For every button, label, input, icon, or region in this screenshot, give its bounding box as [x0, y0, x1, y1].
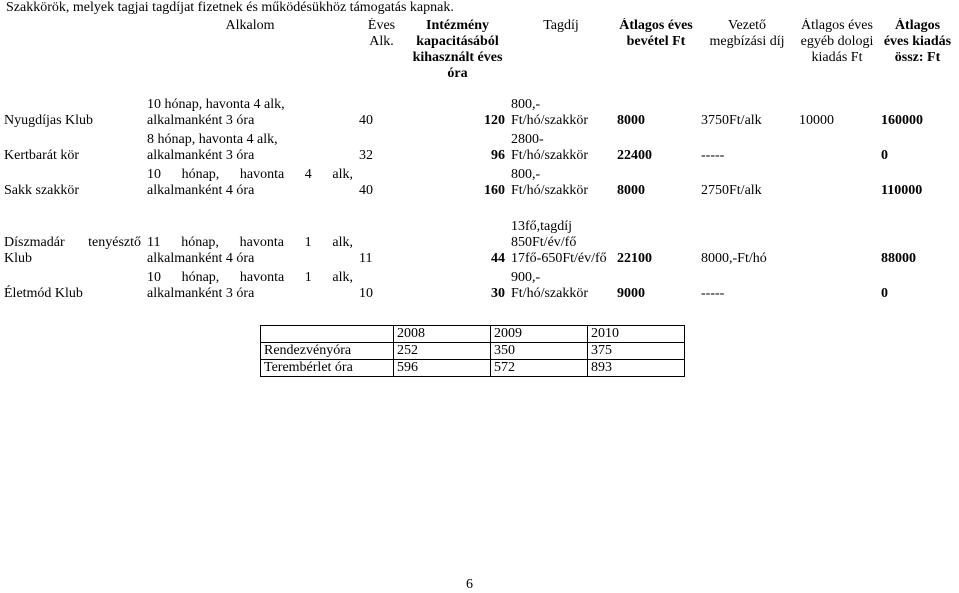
club-vezeto: 8000,-Ft/hó: [701, 251, 767, 266]
club-alkalom: 11 hónap, havonta 1 alk, alkalmanként 4 óra: [147, 235, 353, 266]
header-bevetel: Átlagos éves bevétel Ft: [619, 18, 693, 49]
stats-year: 2008: [394, 326, 491, 343]
club-ora: 160: [484, 183, 505, 198]
club-tagdij: 800,- Ft/hó/szakkör: [511, 97, 588, 128]
club-eves-alk: 10: [359, 286, 373, 301]
club-name: Sakk szakkör: [4, 183, 80, 198]
club-tagdij: 800,- Ft/hó/szakkör: [511, 167, 588, 198]
club-ora: 44: [491, 251, 505, 266]
club-ora: 30: [491, 286, 505, 301]
club-bevetel: 8000: [617, 183, 645, 198]
club-name: Kertbarát kör: [4, 148, 80, 163]
club-egyeb: [796, 129, 878, 164]
page-title: Szakkörök, melyek tagjai tagdíjat fizetnek és működésükhöz támogatás kapnak.: [6, 0, 454, 15]
stats-value: 596: [394, 360, 491, 377]
header-eves-alk: Éves Alk.: [367, 18, 396, 49]
club-name: Díszmadár tenyésztő Klub: [4, 235, 141, 266]
header-intezmeny: Intézmény kapacitásából kihasznált éves óra: [412, 18, 503, 81]
stats-table: [260, 325, 685, 377]
stats-corner-cell: [261, 326, 394, 343]
club-tagdij: 13fő,tagdíj 850Ft/év/fő 17fő-650Ft/év/fő: [511, 219, 607, 266]
club-eves-alk: 40: [359, 183, 373, 198]
stats-label: Rendezvényóra: [261, 343, 394, 360]
stats-value: 572: [491, 360, 588, 377]
stats-row: [261, 343, 685, 360]
table-header-row: [1, 18, 957, 94]
club-name: Életmód Klub: [4, 286, 83, 301]
club-alkalom: 10 hónap, havonta 1 alk, alkalmanként 3 óra: [147, 270, 353, 301]
stats-year: 2010: [588, 326, 685, 343]
club-egyeb: [796, 199, 878, 267]
club-kiadas: 160000: [881, 113, 923, 128]
header-tagdij: Tagdíj: [543, 18, 579, 33]
stats-label: Terembérlet óra: [261, 360, 394, 377]
club-alkalom: 10 hónap, havonta 4 alk, alkalmanként 4 óra: [147, 167, 353, 198]
club-kiadas: 88000: [881, 251, 916, 266]
club-vezeto: -----: [701, 148, 725, 163]
club-bevetel: 9000: [617, 286, 645, 301]
club-tagdij: 900,- Ft/hó/szakkör: [511, 270, 588, 301]
stats-value: 252: [394, 343, 491, 360]
stats-year: 2009: [491, 326, 588, 343]
club-kiadas: 0: [881, 286, 888, 301]
stats-value: 893: [588, 360, 685, 377]
club-egyeb: 10000: [799, 113, 834, 128]
stats-row: [261, 360, 685, 377]
club-vezeto: -----: [701, 286, 725, 301]
club-bevetel: 22100: [617, 251, 652, 266]
stats-value: 350: [491, 343, 588, 360]
club-alkalom: 10 hónap, havonta 4 alk, alkalmanként 3 óra: [147, 97, 285, 128]
page-number: 6: [466, 577, 473, 592]
club-egyeb: [796, 267, 878, 302]
club-egyeb: [796, 164, 878, 199]
header-egyeb: Átlagos éves egyéb dologi kiadás Ft: [800, 18, 874, 65]
table-row: [1, 199, 957, 267]
clubs-table: [1, 18, 957, 302]
table-row: [1, 267, 957, 302]
club-kiadas: 110000: [881, 183, 923, 198]
header-kiadas: Átlagos éves kiadás össz: Ft: [883, 18, 952, 65]
club-eves-alk: 32: [359, 148, 373, 163]
club-bevetel: 22400: [617, 148, 652, 163]
header-vezeto: Vezető megbízási díj: [709, 18, 785, 49]
club-eves-alk: 11: [359, 251, 373, 266]
table-row: [1, 94, 957, 129]
club-tagdij: 2800-Ft/hó/szakkör: [511, 132, 588, 163]
club-alkalom: 8 hónap, havonta 4 alk, alkalmanként 3 óra: [147, 132, 278, 163]
header-alkalom: Alkalom: [225, 18, 275, 33]
club-bevetel: 8000: [617, 113, 645, 128]
club-vezeto: 3750Ft/alk: [701, 113, 762, 128]
club-kiadas: 0: [881, 148, 888, 163]
club-ora: 96: [491, 148, 505, 163]
club-name: Nyugdíjas Klub: [4, 113, 94, 128]
club-eves-alk: 40: [359, 113, 373, 128]
table-row: [1, 164, 957, 199]
stats-value: 375: [588, 343, 685, 360]
header-club: [1, 18, 144, 94]
club-vezeto: 2750Ft/alk: [701, 183, 762, 198]
table-row: [1, 129, 957, 164]
stats-header-row: [261, 326, 685, 343]
club-ora: 120: [484, 113, 505, 128]
